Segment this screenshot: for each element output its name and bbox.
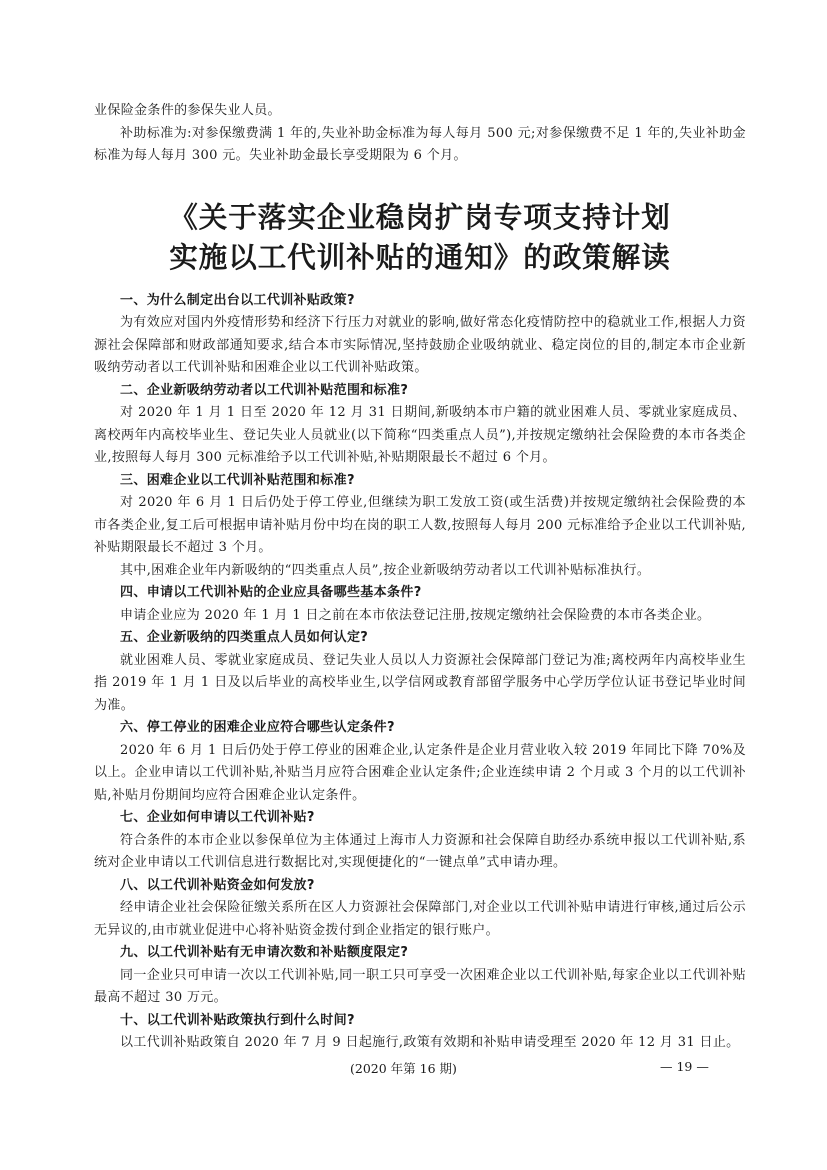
section-9 (94, 942, 746, 1010)
section-2 (94, 380, 746, 470)
section-1 (94, 290, 746, 380)
section-5 (94, 627, 746, 717)
section-heading: 八、以工代训补贴资金如何发放? (120, 877, 315, 893)
intro-paragraph-2: 补助标准为:对参保缴费满 1 年的,失业补助金标准为每人每月 500 元;对参保缴费不足 1 年的,失业补助金标准为每人每月 300 元。失业补助金最长享受期限为 6 个月。 (94, 125, 746, 163)
section-heading: 一、为什么制定出台以工代训补贴政策? (120, 292, 355, 308)
section-paragraph: 为有效应对国内外疫情形势和经济下行压力对就业的影响,做好常态化疫情防控中的稳就业工作,根据人力资源社会保障部和财政部通知要求,结合本市实际情况,坚持鼓励企业吸纳就业、稳定岗位的目的,制定本市企业新吸纳劳动者以工代训补贴和困难企业以工代训补贴政策。 (94, 315, 746, 375)
section-heading: 六、停工停业的困难企业应符合哪些认定条件? (120, 720, 395, 735)
issue-label: (2020 年第 16 期) (350, 1061, 457, 1076)
section-paragraph: 申请企业应为 2020 年 1 月 1 日之前在本市依法登记注册,按规定缴纳社会保险费的本市各类企业。 (120, 607, 711, 623)
section-heading: 五、企业新吸纳的四类重点人员如何认定? (120, 630, 369, 645)
section-paragraph: 就业困难人员、零就业家庭成员、登记失业人员以人力资源社会保障部门登记为准;离校两年内高校毕业生指 2019 年 1 月 1 日及以后毕业的高校毕业生,以学信网或教育部留学服务中心学历学位认证书登记毕业时间为准。 (94, 652, 746, 713)
title-line-2: 实施以工代训补贴的通知》的政策解读 (169, 240, 671, 274)
section-10 (94, 1010, 746, 1055)
intro-paragraph-1: 业保险金条件的参保失业人员。 (94, 103, 281, 118)
page-body (94, 100, 746, 1055)
section-heading: 三、困难企业以工代训补贴范围和标准? (120, 472, 355, 488)
section-paragraph: 符合条件的本市企业以参保单位为主体通过上海市人力资源和社会保障自助经办系统申报以工代训补贴,系统对企业申请以工代训信息进行数据比对,实现便捷化的“一键点单”式申请办理。 (94, 832, 746, 870)
section-paragraph: 以工代训补贴政策自 2020 年 7 月 9 日起施行,政策有效期和补贴申请受理至 2020 年 12 月 31 日止。 (120, 1035, 740, 1050)
section-paragraph: 2020 年 6 月 1 日后仍处于停工停业的困难企业,认定条件是企业月营业收入较 2019 年同比下降 70%及以上。企业申请以工代训补贴,补贴当月应符合困难企业认定条件;企业连续申请 2 个月或 3 个月的以工代训补贴,补贴月份期间均应符合困难企业认定条件。 (94, 742, 746, 803)
section-heading: 七、企业如何申请以工代训补贴? (120, 810, 315, 825)
section-paragraph: 其中,困难企业年内新吸纳的“四类重点人员”,按企业新吸纳劳动者以工代训补贴标准执行。 (120, 562, 651, 578)
section-6 (94, 717, 746, 807)
page-footer (0, 1059, 827, 1079)
title-line-1: 《关于落实企业稳岗扩岗专项支持计划 (169, 200, 671, 234)
section-heading: 九、以工代训补贴有无申请次数和补贴额度限定? (120, 945, 409, 960)
section-paragraph: 同一企业只可申请一次以工代训补贴,同一职工只可享受一次困难企业以工代训补贴,每家企业以工代训补贴最高不超过 30 万元。 (94, 967, 746, 1005)
section-heading: 四、申请以工代训补贴的企业应具备哪些基本条件? (120, 585, 422, 600)
section-paragraph: 经申请企业社会保险征缴关系所在区人力资源社会保障部门,对企业以工代训补贴申请进行审核,通过后公示无异议的,由市就业促进中心将补贴资金拨付到企业指定的银行账户。 (94, 900, 746, 938)
section-4 (94, 582, 746, 627)
section-3 (94, 470, 746, 583)
section-heading: 十、以工代训补贴政策执行到什么时间? (120, 1012, 355, 1028)
section-7 (94, 807, 746, 875)
section-paragraph: 对 2020 年 6 月 1 日后仍处于停工停业,但继续为职工发放工资(或生活费)并按规定缴纳社会保险费的本市各类企业,复工后可根据申请补贴月份中均在岗的职工人数,按照每人每月 200 元标准给予企业以工代训补贴,补贴期限最长不超过 3 个月。 (94, 495, 746, 555)
section-heading: 二、企业新吸纳劳动者以工代训补贴范围和标准? (120, 382, 409, 398)
document-title (94, 198, 746, 278)
section-8 (94, 875, 746, 943)
section-paragraph: 对 2020 年 1 月 1 日至 2020 年 12 月 31 日期间,新吸纳本市户籍的就业困难人员、零就业家庭成员、离校两年内高校毕业生、登记失业人员就业(以下简称“四类重点人员”),并按规定缴纳社会保险费的本市各类企业,按照每人每月 300 元标准给予以工代训补贴,补贴期限最长不超过 6 个月。 (94, 405, 746, 465)
page-number: — 19 — (660, 1059, 709, 1074)
